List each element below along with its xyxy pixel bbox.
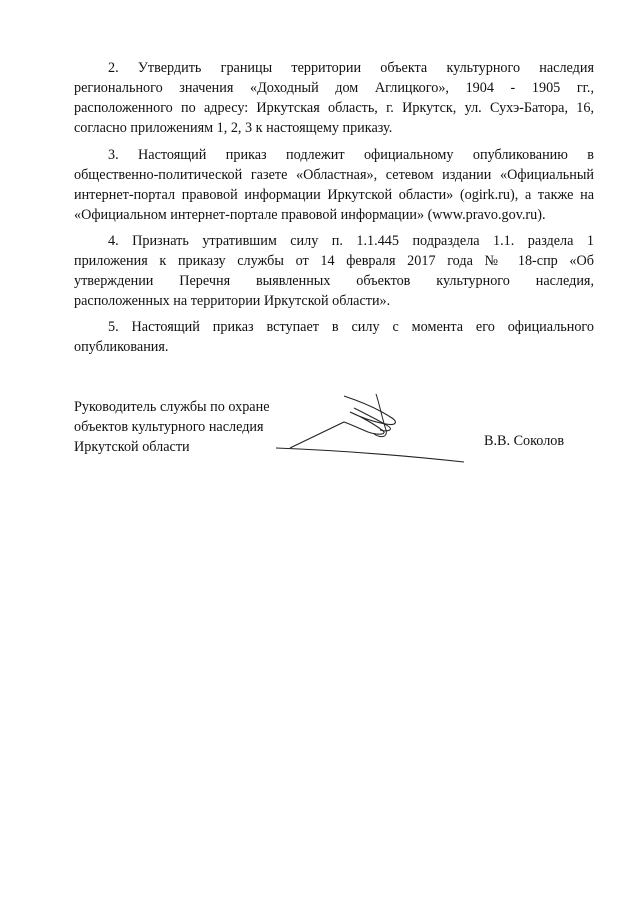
text-line: 4. Признать утратившим силу п. 1.1.445 подраздела 1.1. раздела 1	[108, 233, 594, 249]
text-line: 3. Настоящий приказ подлежит официальному опубликованию в	[108, 147, 594, 163]
text-line: расположенных на территории Иркутской области».	[74, 293, 391, 309]
paragraph-2	[74, 58, 594, 138]
text-line: общественно-политической газете «Областная», сетевом издании «Официальный	[74, 167, 594, 183]
handwritten-signature	[270, 388, 470, 468]
text-line: утверждении Перечня выявленных объектов культурного наследия,	[74, 273, 594, 289]
signatory-title-line: объектов культурного наследия	[74, 419, 264, 435]
text-line: согласно приложениям 1, 2, 3 к настоящему приказу.	[74, 120, 393, 136]
text-line: приложения к приказу службы от 14 февраля 2017 года № 18-спр «Об	[74, 253, 594, 269]
text-line: опубликования.	[74, 339, 169, 355]
text-line: регионального значения «Доходный дом Аглицкого», 1904 - 1905 гг.,	[74, 80, 594, 96]
paragraph-4	[74, 231, 594, 311]
signatory-title-line: Иркутской области	[74, 439, 190, 455]
text-line: расположенного по адресу: Иркутская область, г. Иркутск, ул. Сухэ-Батора, 16,	[74, 100, 594, 116]
text-line: 5. Настоящий приказ вступает в силу с момента его официального	[108, 319, 594, 335]
text-line: «Официальном интернет-портале правовой информации» (www.pravo.gov.ru).	[74, 207, 546, 223]
text-line: интернет-портал правовой информации Иркутской области» (ogirk.ru), а также на	[74, 187, 594, 203]
paragraph-5	[74, 317, 594, 357]
signatory-name: В.В. Соколов	[484, 433, 565, 449]
signatory-title-line: Руководитель службы по охране	[74, 399, 270, 415]
paragraph-3	[74, 145, 594, 225]
text-line: 2. Утвердить границы территории объекта культурного наследия	[108, 60, 594, 76]
